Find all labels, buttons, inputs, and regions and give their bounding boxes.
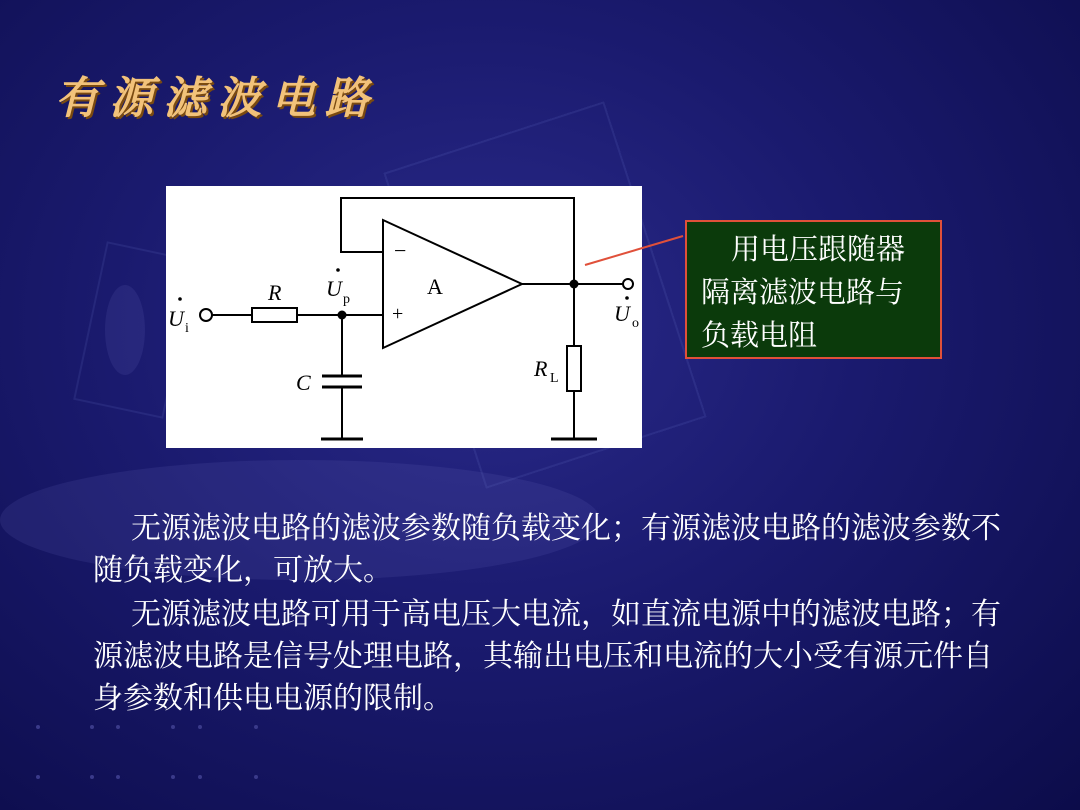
load-label: R — [534, 356, 548, 381]
load-sub: L — [550, 371, 559, 386]
opamp-label: A — [427, 274, 443, 299]
slide-title: 有源滤波电路 — [55, 73, 379, 124]
minus-sign: − — [394, 238, 407, 263]
paragraph-2: 无源滤波电路可用于高电压大电流，如直流电源中的滤波电路；有源滤波电路是信号处理电路，其输出电压和电流的大小受有源元件自身参数和供电电源的限制。 — [93, 597, 1001, 716]
resistor-label: R — [268, 280, 282, 305]
plus-sign: + — [392, 303, 404, 325]
input-sub: i — [185, 321, 189, 336]
output-sub: o — [632, 316, 639, 331]
up-label: U — [326, 276, 342, 301]
callout-box: 用电压跟随器隔离滤波电路与负载电阻 — [685, 220, 942, 359]
paragraph-1: 无源滤波电路的滤波参数随负载变化；有源滤波电路的滤波参数不随负载变化，可放大。 — [93, 511, 1001, 588]
input-label: U — [168, 306, 184, 331]
output-label: U — [614, 301, 630, 326]
capacitor-label: C — [296, 370, 311, 395]
up-sub: p — [343, 292, 350, 307]
